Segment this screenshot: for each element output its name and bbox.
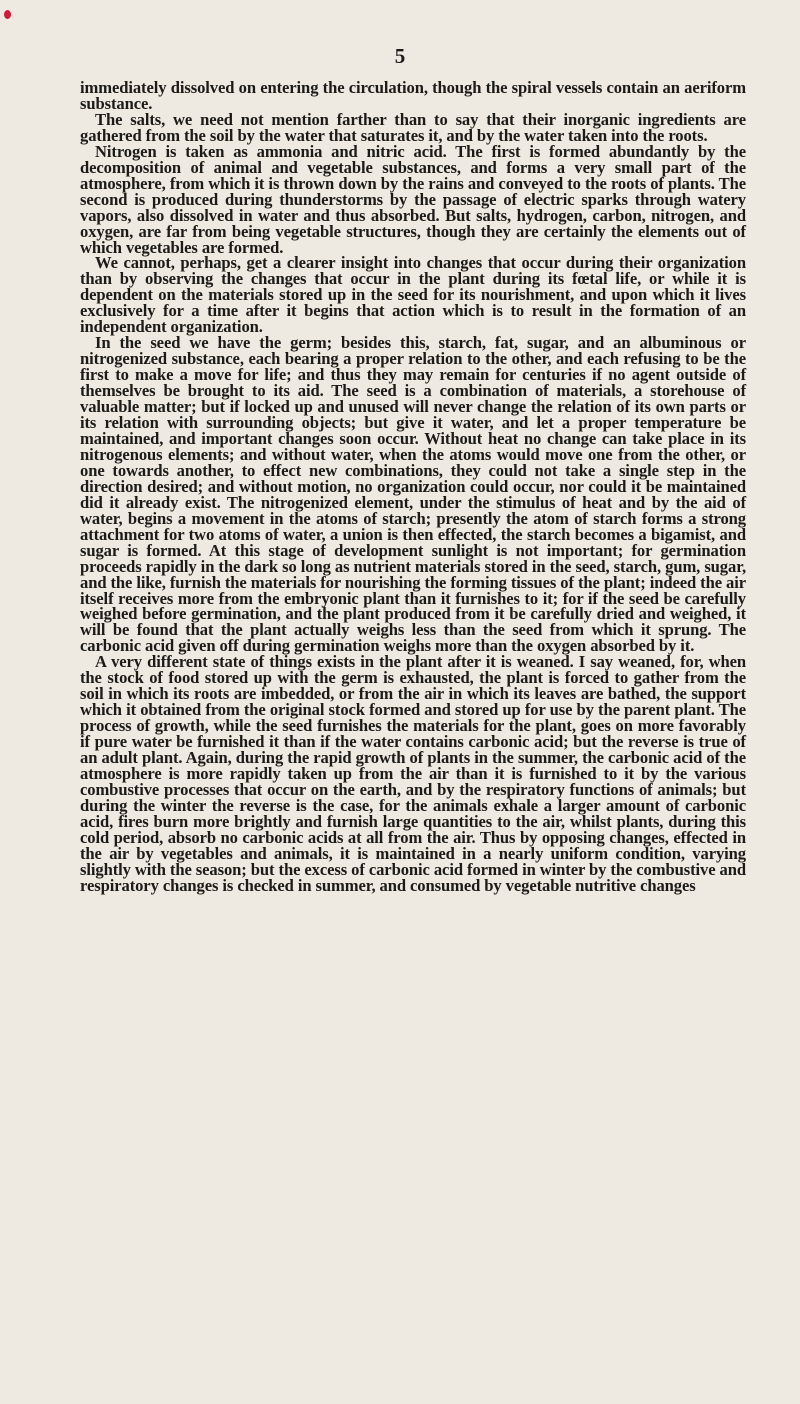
paragraph-salts: The salts, we need not mention farther than to say that their inorganic ingredients are gathered from the soil by the water that saturates it, and by the water taken into the roots. [80, 109, 746, 145]
paragraph-continuation: immediately dissolved on entering the circulation, though the spiral vessels contain an aeriform substance. [80, 78, 746, 113]
page-number: 5 [394, 44, 406, 68]
paragraph-organization: We cannot, perhaps, get a clearer insight into changes that occur during their organization than by observing the changes that occur in the plant during its fœtal life, or while it is dependent on the materials stored up in the seed for its nourishment, and upon which it lives exclusively for a time after it begins that action which is to result in the formation of an independent organization. [80, 253, 746, 337]
paragraph-weaned-plant: A very different state of things exists in the plant after it is weaned. I say weaned, for, when the stock of food stored up with the germ is exhausted, the plant is forced to gather from the soil in which its roots are imbedded, or from the air in which its leaves are bathed, the support which it obtained from the original stock formed and stored up for use by the parent plant. The process of growth, while the seed furnishes the materials for the plant, goes on more favorably if pure water be furnished it than if the water contains carbonic acid; but the reverse is true of an adult plant. Again, during the rapid growth of plants in the summer, the carbonic acid of the atmosphere is more rapidly taken up from the air than it is furnished to it by the various combustive processes that occur on the earth, and by the respiratory functions of animals; but during the winter the reverse is the case, for the animals exhale a larger amount of carbonic acid, fires burn more brightly and furnish large quantities to the air, whilst plants, during this cold period, absorb no carbonic acids at all from the air. Thus by opposing changes, effected in the air by vegetables and animals, it is maintained in a nearly uniform condition, varying slightly with the season; but the excess of carbonic acid formed in winter by the combustive and respiratory changes is checked in summer, and consumed by vegetable nutritive changes [80, 652, 746, 895]
margin-dot-mark [4, 10, 11, 19]
body-text [80, 80, 746, 894]
paragraph-seed-germination: In the seed we have the germ; besides this, starch, fat, sugar, and an albuminous or nitrogenized substance, each bearing a proper relation to the other, and each refusing to be the first to make a move for life; and thus they may remain for centuries if no agent outside of themselves be brought to its aid. The seed is a combination of materials, a storehouse of valuable matter; but if locked up and unused will never change the relation of its own parts or its relation with surrounding objects; but give it water, and let a proper temperature be maintained, and important changes soon occur. Without heat no change can take place in its nitrogenous elements; and without water, when the atoms would move one from the other, or one towards another, to effect new combinations, they could not take a single step in the direction desired; and without motion, no organization could occur, nor could it be maintained did it already exist. The nitrogenized element, under the stimulus of heat and by the aid of water, begins a movement in the atoms of starch; presently the atom of starch forms a strong attachment for two atoms of water, a union is then effected, the starch becomes a bigamist, and sugar is formed. At this stage of development sunlight is not important; for germination proceeds rapidly in the dark so long as nutrient materials stored in the seed, starch, gum, sugar, and the like, furnish the materials for nourishing the forming tissues of the plant; indeed the air itself receives more from the embryonic plant than it furnishes to it; for if the seed be carefully weighed before germination, and the plant produced from it be carefully dried and weighed, it will be found that the plant actually weighs less than the seed from which it sprung. The carbonic acid given off during germination weighs more than the oxygen absorbed by it. [80, 333, 747, 656]
paragraph-nitrogen: Nitrogen is taken as ammonia and nitric acid. The first is formed abundantly by the decomposition of animal and vegetable substances, and forms a very small part of the atmosphere, from which it is thrown down by the rains and conveyed to the roots of plants. The second is produced during thunderstorms by the passage of electric sparks through watery vapors, also dissolved in water and thus absorbed. But salts, hydrogen, carbon, nitrogen, and oxygen, are far from being vegetable structures, though they are certainly the elements out of which vegetables are formed. [80, 141, 746, 257]
